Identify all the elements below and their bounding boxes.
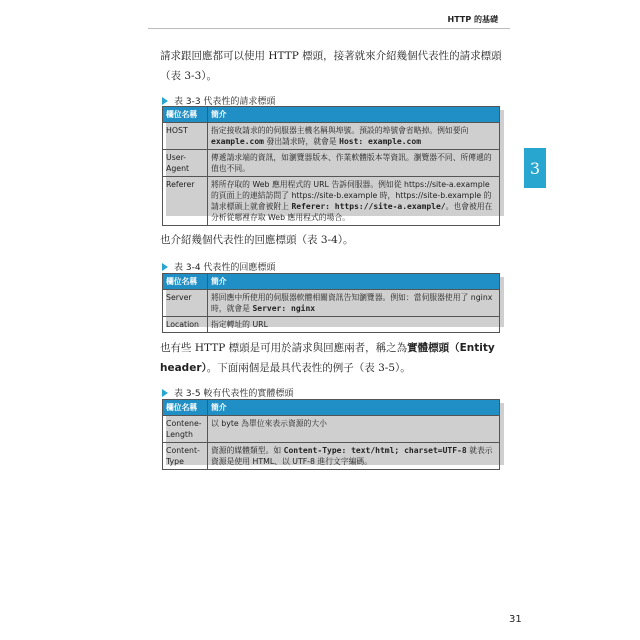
field-description: 傳遞請求端的資訊，如瀏覽器版本、作業軟體版本等資訊。瀏覽器不同、所傳遞的值也不同。 — [208, 150, 500, 177]
table-3-5 — [162, 399, 500, 470]
header-field-name: 欄位名稱 — [163, 274, 208, 290]
caption-triangle-icon — [162, 263, 168, 271]
field-name: Content-Type — [163, 443, 208, 470]
table-3-3 — [162, 106, 500, 226]
table-row — [163, 317, 500, 333]
field-description: 指定轉址的 URL — [208, 317, 500, 333]
table-3-4 — [162, 273, 500, 333]
paragraph-entity: 也有些 HTTP 標頭是可用於請求與回應兩者，稱之為實體標頭（Entity header）。下面兩個是最具代表性的例子（表 3-5）。 — [160, 342, 495, 374]
page-number: 31 — [509, 614, 522, 625]
paragraph-response: 也介紹幾個代表性的回應標頭（表 3-4）。 — [160, 234, 354, 246]
field-name: User-Agent — [163, 150, 208, 177]
table-caption-3-4 — [162, 260, 275, 273]
field-description: 以 byte 為單位來表示資源的大小 — [208, 416, 500, 443]
field-name: Server — [163, 290, 208, 317]
caption-text: 表 3-4 代表性的回應標頭 — [174, 263, 276, 273]
field-name: Location — [163, 317, 208, 333]
table-row — [163, 416, 500, 443]
field-description: 將所存取的 Web 應用程式的 URL 告訴伺服器。例如從 https://site-a.example 的頁面上的連結訪問了 https://site-b.example 時，https://site-b.example 的請求標頭上就會被附上 Referer: https://site-a.example/。也會被用在分析從哪裡存取 Web 應用程式的場合。 — [208, 177, 500, 226]
entity-header-term: 實體標頭（Entity header） — [160, 342, 495, 374]
header-description: 簡介 — [208, 400, 500, 416]
field-description: 將回應中所使用的伺服器軟體相關資訊告知瀏覽器。例如：當伺服器使用了 nginx 時，就會是 Server: nginx — [208, 290, 500, 317]
field-description: 資源的媒體類型。如 Content-Type: text/html; charset=UTF-8 就表示資源是使用 HTML、以 UTF-8 進行文字編碼。 — [208, 443, 500, 470]
field-name: HOST — [163, 123, 208, 150]
table-caption-3-5 — [162, 386, 293, 399]
table-row — [163, 290, 500, 317]
table-row — [163, 177, 500, 226]
table-row — [163, 150, 500, 177]
header-description: 簡介 — [208, 274, 500, 290]
field-name: Referer — [163, 177, 208, 226]
caption-triangle-icon — [162, 389, 168, 397]
table-row — [163, 443, 500, 470]
caption-text: 表 3-3 代表性的請求標頭 — [174, 97, 276, 107]
header-rule — [148, 28, 510, 29]
table-header-row — [163, 400, 500, 416]
field-description: 指定接收請求的的伺服器主機名稱與埠號。預設的埠號會省略掉。例如要向example.com 發出請求時，就會是 Host: example.com — [208, 123, 500, 150]
running-head: HTTP 的基礎 — [447, 15, 498, 24]
table-header-row — [163, 107, 500, 123]
header-description: 簡介 — [208, 107, 500, 123]
caption-triangle-icon — [162, 97, 168, 105]
header-field-name: 欄位名稱 — [163, 107, 208, 123]
header-field-name: 欄位名稱 — [163, 400, 208, 416]
paragraph-intro: 請求跟回應都可以使用 HTTP 標頭，接著就來介紹幾個代表性的請求標頭（表 3-3）。 — [160, 50, 502, 82]
field-name: Contene-Length — [163, 416, 208, 443]
chapter-tab: 3 — [524, 148, 546, 188]
caption-text: 表 3-5 較有代表性的實體標頭 — [174, 389, 294, 399]
table-row — [163, 123, 500, 150]
table-header-row — [163, 274, 500, 290]
